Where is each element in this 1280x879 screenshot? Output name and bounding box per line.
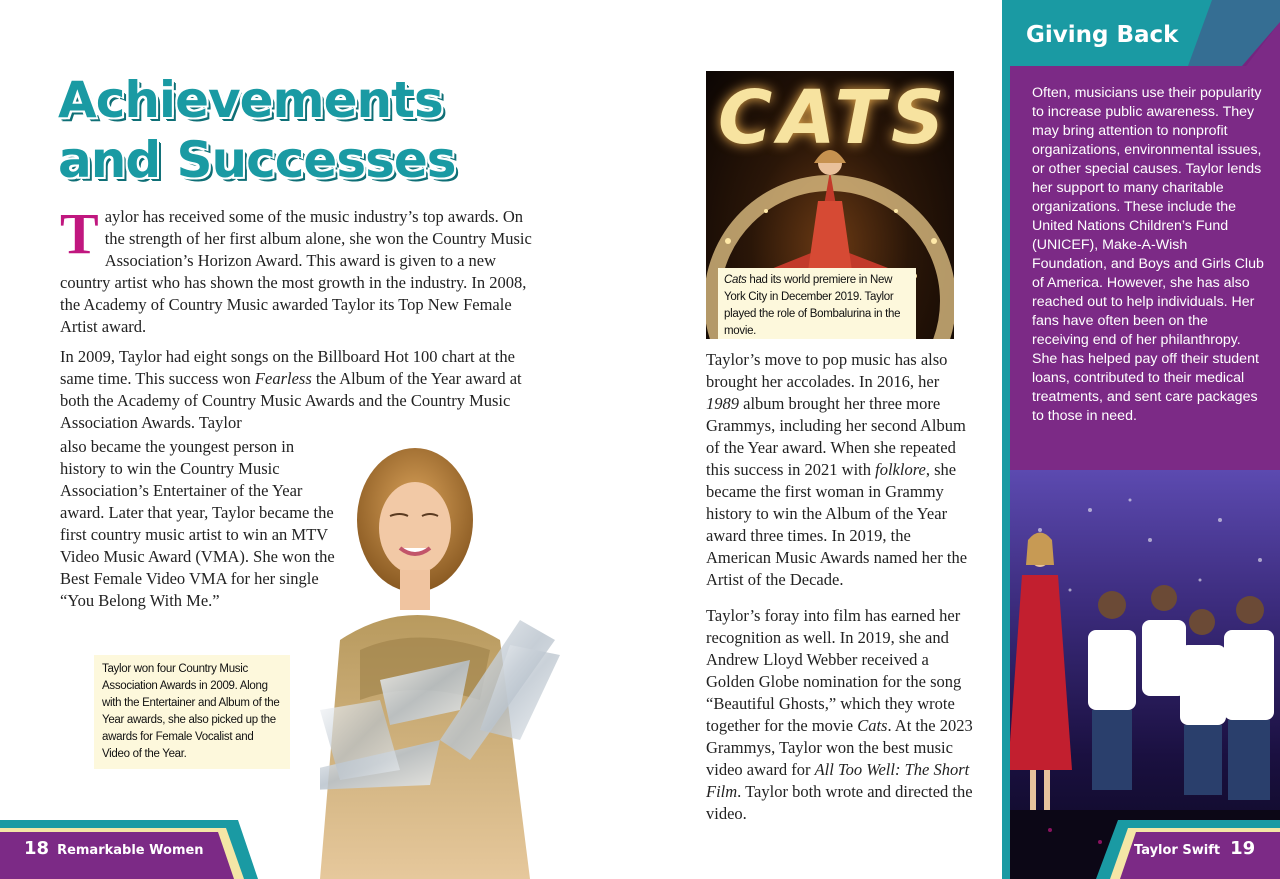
paragraph-3 (706, 349, 976, 591)
para4-a: Taylor’s foray into film has earned her recognition as well. In 2019, she and Andrew Lloyd Webber received a Golden Globe nomination for the song “Beautiful Ghosts,” which they wrote together for the movie (706, 606, 962, 735)
paragraph-4 (706, 605, 976, 825)
cats-caption-italic: Cats (724, 274, 747, 286)
cats-photo-caption (718, 268, 916, 339)
paragraph-2-continued (60, 436, 340, 612)
cats-photo (706, 71, 954, 339)
page-number-right: 19 (1230, 838, 1256, 859)
album-title-fearless: Fearless (254, 369, 312, 388)
title-line-1: Achievements (58, 71, 443, 129)
album-1989: 1989 (706, 394, 739, 413)
paragraph-1 (60, 201, 538, 338)
paragraph-1-text: aylor has received some of the music industry’s top awards. On the strength of her first album alone, she won the Country Music Association’s Horizon Award. This award is given to a new country artist who has shown the most growth in the industry. In 2008, the Academy of Country Music awarded Taylor its Top New Female Artist award. (60, 207, 532, 336)
awards-photo (320, 440, 560, 879)
footer-left (24, 838, 204, 859)
sidebar-teal-edge (1002, 0, 1010, 879)
middle-text (706, 349, 976, 833)
para4-b: . At the 2023 Grammys, Taylor won the best music video award for (706, 716, 973, 779)
sidebar-title: Giving Back (1026, 22, 1179, 48)
para3-c: , she became the first woman in Grammy history to win the Album of the Year award three times. In 2019, the American Music Awards named her the Artist of the Decade. (706, 460, 968, 589)
paragraph-2-text-a: In 2009, Taylor had eight songs on the Billboard Hot 100 chart at the same time. This success won (60, 347, 515, 388)
cats-sign: CATS (718, 75, 951, 161)
paragraph-2-text-b: the Album of the Year award at both the Academy of Country Music Awards and the Country Music Association Awards. Taylor (60, 369, 522, 432)
sidebar-text: Often, musicians use their popularity to increase public awareness. They may bring attention to nonprofit organizations, environmental issues, or other special causes. Taylor lends her support to many charitable organizations. These include the United Nations Children’s Fund (UNICEF), Make-A-Wish Foundation, and Boys and Girls Club of America. However, she has also reached out to help individuals. Her fans have often been on the receiving end of her philanthropy. She has helped pay off their student loans, contributed to their medical treatments, and sent care packages to those in need. (1032, 85, 1264, 424)
para4-c: . Taylor both wrote and directed the video. (706, 782, 973, 823)
intro-text (60, 201, 538, 434)
cats-caption-text: had its world premiere in New York City in December 2019. Taylor played the role of Bombalurina in the movie. (724, 274, 901, 337)
paragraph-2-text-c: also became the youngest person in history to win the Country Music Association’s Entertainer of the Year award. Later that year, Taylor became the first country music artist to win an MTV Video Music Award (VMA). She won the Best Female Video VMA for her single “You Belong With Me.” (60, 437, 335, 610)
album-folklore: folklore (875, 460, 926, 479)
page-number-left: 18 (24, 838, 50, 859)
subject-name: Taylor Swift (1134, 843, 1221, 858)
para3-b: album brought her three more Grammys, including her second Album of the Year award. When she repeated this success in 2021 with (706, 394, 966, 479)
para3-a: Taylor’s move to pop music has also brought her accolades. In 2016, her (706, 350, 948, 391)
short-film-title: All Too Well: The Short Film (706, 760, 970, 801)
footer-right (1134, 838, 1255, 859)
movie-cats: Cats (857, 716, 888, 735)
title-line-2: and Successes (58, 131, 456, 189)
book-title: Remarkable Women (57, 843, 204, 858)
paragraph-2 (60, 346, 538, 434)
drop-cap: T (60, 201, 99, 266)
page-title (58, 70, 478, 190)
awards-photo-caption: Taylor won four Country Music Association Awards in 2009. Along with the Entertainer and Album of the Year awards, she also picked up the awards for Female Vocalist and Video of the Year. (94, 655, 290, 769)
